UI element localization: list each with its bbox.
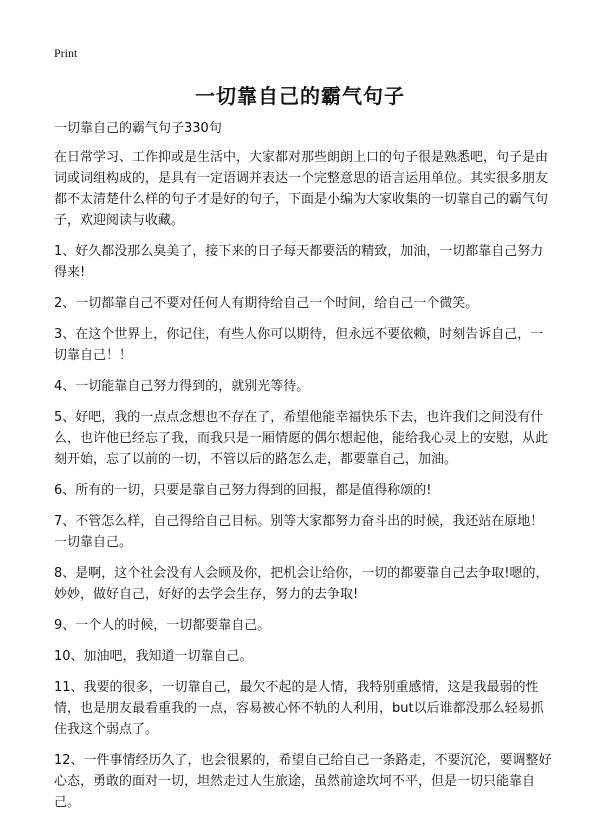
intro-paragraph: 在日常学习、工作抑或是生活中，大家都对那些朗朗上口的句子很是熟悉吧，句子是由词或词组构成的，是具有一定语调并表达一个完整意思的语言运用单位。其实很多朋友都不太清楚什么样的句子才是好的句子，下面是小编为大家收集的一切靠自己的霸气句子，欢迎阅读与收藏。 — [54, 150, 549, 228]
article-subtitle: 一切靠自己的霸气句子330句 — [54, 121, 222, 136]
list-item: 5、好吧，我的一点点念想也不存在了，希望他能幸福快乐下去，也许我们之间没有什么，也许他已经忘了我，而我只是一厢情愿的偶尔想起他，能给我心灵上的安慰，从此刻开始，忘了以前的一切，不管以后的路怎么走，都要靠自己，加油。 — [54, 410, 549, 467]
list-item: 11、我要的很多，一切靠自己，最欠不起的是人情，我特别重感情，这是我最弱的性情，也是朋友最看重我的一点，容易被心怀不轨的人利用，but以后谁都没那么轻易抓住我这个弱点了。 — [54, 680, 544, 737]
list-item: 8、是啊，这个社会没有人会顾及你，把机会让给你，一切的都要靠自己去争取!嗯的，妙妙，做好自己，好好的去学会生存，努力的去争取! — [54, 566, 549, 602]
page-title: 一切靠自己的霸气句子 — [195, 84, 405, 108]
article-body — [54, 118, 554, 823]
list-item: 9、一个人的时候，一切都要靠自己。 — [54, 618, 271, 633]
list-item: 6、所有的一切，只要是靠自己努力得到的回报，都是值得称颂的! — [54, 483, 432, 498]
print-link[interactable]: Print — [54, 46, 78, 60]
list-item: 10、加油吧，我知道一切靠自己。 — [54, 649, 253, 664]
list-item: 12、一件事情经历久了，也会很累的，希望自己给自己一条路走，不要沉沦，要调整好心态，勇敢的面对一切，坦然走过人生旅途，虽然前途坎坷不平，但是一切只能靠自己。 — [54, 753, 552, 810]
list-item: 2、一切都靠自己不要对任何人有期待给自己一个时间，给自己一个微笑。 — [54, 296, 479, 311]
list-item: 7、不管怎么样，自己得给自己目标。别等大家都努力奋斗出的时候，我还站在原地！一切靠自己。 — [54, 514, 544, 550]
list-item: 3、在这个世界上，你记住，有些人你可以期待，但永远不要依赖，时刻告诉自己，一切靠自己！！ — [54, 327, 544, 363]
list-item: 1、好久都没那么臭美了，接下来的日子每天都要活的精致，加油，一切都靠自己努力得来! — [54, 244, 544, 280]
list-item: 4、一切能靠自己努力得到的，就别光等待。 — [54, 379, 310, 394]
